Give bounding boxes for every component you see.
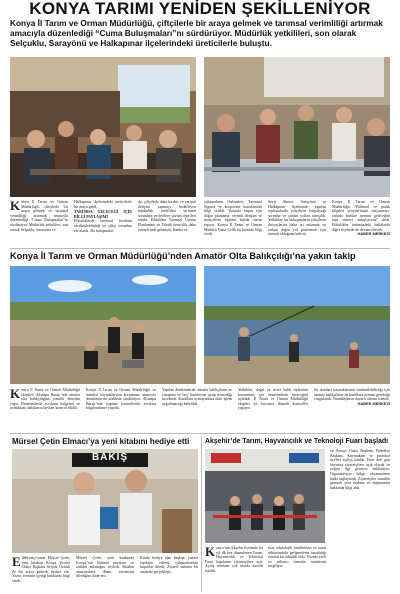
book-photo-sign: BAKIŞ	[91, 452, 129, 463]
column-text: Etkinliklerde tarımsal üretimin sürdürülebilirliği ve çiftçi sorunları ele alındı. Bu buluşmalar-	[74, 219, 132, 233]
fishing-headline: Konya İl Tarım ve Orman Müdürlüğü’nden Amatör Olta Balıkçılığı’na yakın takip	[10, 251, 356, 261]
column-text: da, çiftçilerle daha birebir ve verimli iletişim yapmayı hedefleyen müdürlük yetkilileri tarımsal sorunlara ve dertlere çözüm önerileri sundu. Etkinlikte Tarımsal Üretim Planlaması ve Pilotik üreticilik daha önemli hale gelmiştir, Banka ve	[138, 200, 196, 232]
column-subhead: TARIMDA GELECEĞİ İÇİN BİLGİ PAYLAŞIMI	[74, 210, 132, 219]
main-column-1	[10, 200, 68, 248]
fair-column-side	[330, 449, 390, 543]
column-text: Kitabı hediye alan başkan, yazara teşekkür ederek çalışmalarında başarılar diledi. Ziyaret samimi bir ortamda gerçekleşti.	[140, 556, 198, 574]
column-text: onya İl Tarım ve Orman Müdürlüğü ekipleri, Altınapa Barajı’nda amatör olta balıkçılığına yönelik denetim yaptı. Denetimlerde avcıların belgeleri ve avladıkları balıkların boyları kontrol edildi.	[10, 388, 80, 411]
fishing-photo-left	[10, 266, 196, 384]
column-text: onya İl Tarım ve Orman Müdürlüğü, çiftçilerle bir araya gelmek ve tarımsal verimliliği artırmak amacıyla düzenlediği “Cuma Buluşmaları”nı sürdürüyor. Müdürlük yetkilileri, son olarak Selçuklu, Sarayönü ve	[10, 200, 68, 232]
column-text: Su ürünleri kaynaklarının sürdürülebilirliği için amatör balıkçıların da kurallara uyması gerektiği vurgulandı. Vatandaşların duyarlı olması istendi.	[314, 388, 390, 402]
fishing-photo-right	[204, 266, 390, 384]
column-text: Konya İl Tarım ve Orman Müdürlüğü, su ürünleri kaynaklarının korunması amacıyla denetimlerini aralıksız sürdürüyor. Altınapa Barajı’nda yapılan kontrollerde avcılara bilgilendirme yapıldı.	[86, 388, 156, 411]
column-text: Yetkililer, doğal ve ticari balık türlerinin korunması için denetimlerin süreceğini açıkladı. İl Tarım ve Orman Müdürlüğü ekipleri yıl boyunca düzenli kontroller yapıyor.	[238, 388, 308, 411]
fishing-column-1	[10, 388, 80, 432]
fair-column-2	[268, 546, 326, 592]
main-photo-left	[10, 57, 196, 197]
column-text: ve Sanayi Odası Başkanı, Belediye Başkanı, Kaymakam ve protokol üyeleri açılışa katıldı. Fuar dört gün boyunca ziyaretçilere açık olacak ve yoğun ilgi görmesi bekleniyor. Organizasyon bölge ekonomisine katkı sağlayacak. Ziyaretçiler stantları gezerek yeni makine ve ekipmanlar hakkında bilgi aldı.	[330, 449, 390, 490]
dropcap: K	[10, 388, 21, 401]
column-text: onya’nın Akşehir ilçesinde bu yıl ilk kez düzenlenen Tarım, Hayvancılık ve Teknoloji Fuarı kapılarını ziyaretçilere açtı. Açılış törenine çok sayıda davetli katıldı.	[205, 546, 263, 573]
byline: HABER MERKEZİ	[357, 400, 390, 406]
main-photo-right	[204, 57, 390, 197]
fair-photo	[205, 449, 325, 543]
main-column-6	[332, 200, 390, 248]
column-text: debiyatçı-yazar Mürsel Çetin, yeni kitabını Konya Ticaret Odası Başkanı Selçuk Öztürk ile bir araya gelerek hediye etti. Yazar, eserinin içeriği hakkında bilgi verdi.	[12, 556, 70, 583]
book-headline: Mürsel Çetin Elmacı’ya yeni kitabını hediye etti	[12, 437, 190, 446]
main-headline: KONYA TARIMI YENİDEN ŞEKİLLENİYOR	[29, 0, 371, 17]
fishing-column-5	[314, 388, 390, 432]
fair-column-1	[205, 546, 263, 592]
main-column-5	[268, 200, 326, 248]
column-divider	[201, 436, 202, 592]
column-text: Mürsel Çetin, yeni kitabında Konya’nın kültürel mirasını ve tarihini anlattığını söyledi. Kitabın okuyuculara ilham vermesini dilediğini ifade etti.	[76, 556, 134, 579]
main-lead: Konya İl Tarım ve Orman Müdürlüğü, çiftçilerle bir araya gelmek ve tarımsal verimliliği artırmak amacıyla düzenlediği “Cuma Buluşmaları”nı sürdürüyor. Müdürlük yetkilileri, son olarak Selçuklu, Sarayönü ve Halkapınar ilçelerindeki üreticilerle buluştu.	[10, 18, 383, 48]
main-column-4	[204, 200, 262, 248]
column-text: çalışmaların Önlemleri, Tarımsal Sigorta ve kooperatif konularında bilgi verildi. Tarımda başarı için doğru planlama, verimli iletişim ve üreticilerin eğitimi büyük önem taşıyor. Konya İl Tarım ve Orman Müdürü Yasin Çelik bu konuda bilgi verdi.	[204, 200, 262, 237]
dropcap: K	[205, 546, 216, 559]
column-text: Seyit Ahmet, Sarayönü ve Halkapınar ilçelerinde yapılan toplantılarda çiftçilerin karşılaştığı sorunlar ve çözüm yolları tartışıldı. Yetkililer, bu buluşmaların çiftçilerin ihtiyaçlarını daha iyi anlamak ve onlara doğru yol göstermek için önemli olduğunu belirtti.	[268, 200, 326, 237]
section-divider	[10, 248, 390, 249]
fair-headline: Akşehir’de Tarım, Hayvancılık ve Teknoloji Fuarı başladı	[205, 438, 389, 445]
dropcap: K	[10, 200, 21, 213]
main-column-3	[138, 200, 196, 248]
book-column-3	[140, 556, 198, 592]
column-text: Konya İl Tarım ve Orman Müdürlüğü, “Bilimsel ve pratik bilgileri çiftçilerimize ulaştırmayı, onlarla birlikte tarımın geleceğini inşa etmeyi amaçlıyoruz” dedi. Etkinlikler önümüzdeki haftalarda diğer ilçelerde de devam edecek.	[332, 200, 390, 232]
byline: HABER MERKEZİ	[357, 231, 390, 237]
column-text: Yapılan denetimlerde, amatör balıkçıların av yasağına ve boy limitlerine uyup uymadığı incelendi. Kurallara uymayanlara idari işlem uygulanacağı belirtildi.	[162, 388, 232, 406]
section-divider	[10, 433, 390, 434]
dropcap: E	[12, 556, 21, 569]
fishing-column-4	[238, 388, 308, 432]
fishing-column-3	[162, 388, 232, 432]
column-text: Halkapınar ilçelerindeki üreticilerle bir araya geldi.	[74, 200, 132, 209]
main-column-2	[74, 200, 132, 248]
column-text: fuar, teknolojik yeniliklerin ve tarım sektöründeki gelişmelerin tanıtıldığı önemli bir etkinlik oldu. Fuarda yerli ve yabancı firmalar ürünlerini sergiliyor.	[268, 546, 326, 569]
fishing-column-2	[86, 388, 156, 432]
book-column-1	[12, 556, 70, 592]
book-column-2	[76, 556, 134, 592]
